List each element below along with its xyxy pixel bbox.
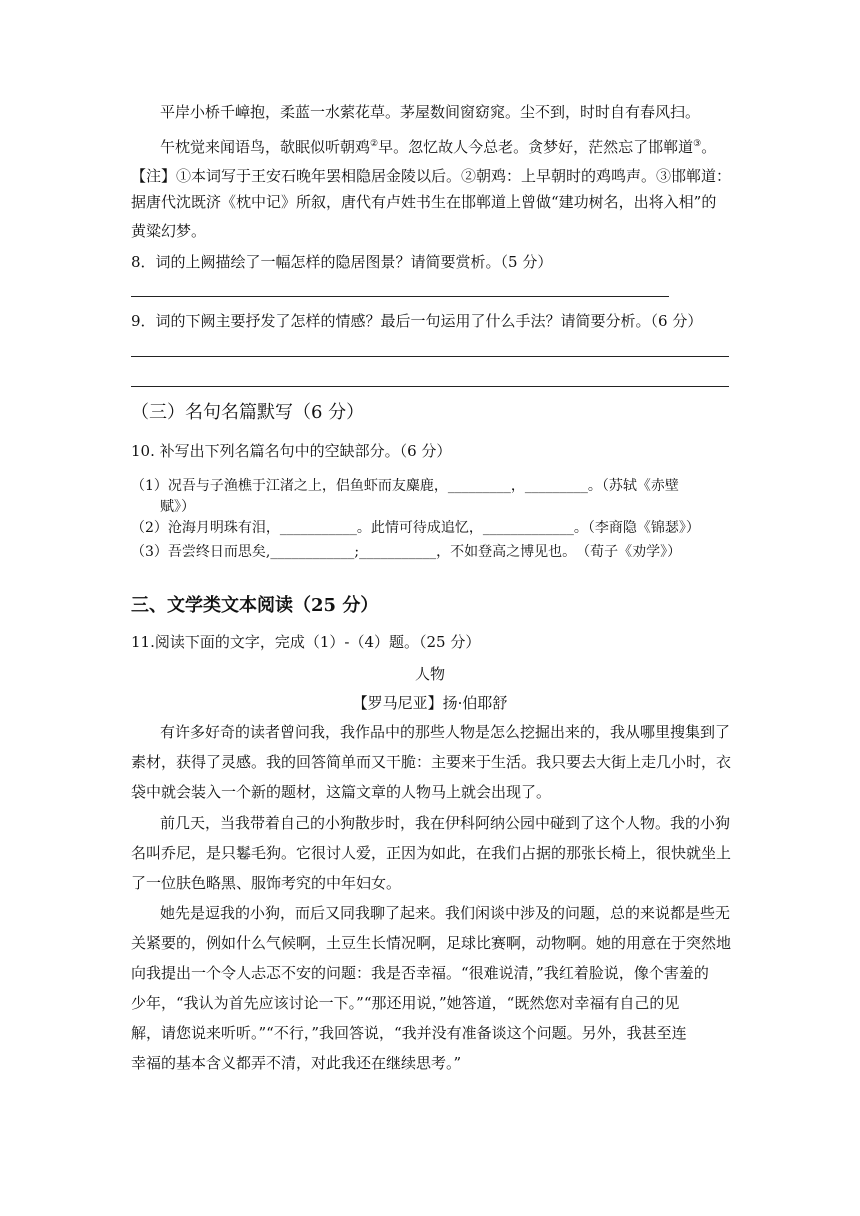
paragraph-3-line-4: 少年，“我认为首先应该讨论一下。”“那还用说，”她答道，“既然您对幸福有自己的见 (131, 994, 680, 1012)
article-title: 人物 (414, 665, 445, 683)
q10-item-3: （3）吾尝终日而思矣,____________;___________，不如登高之博见也。 （荀子《劝学》） (131, 544, 682, 560)
answer-line-q9-1[interactable] (131, 356, 729, 357)
article-author: 【罗马尼亚】扬·伯耶舒 (352, 694, 508, 712)
paragraph-1-line-3: 袋中就会装入一个新的题材，这篇文章的人物马上就会出现了。 (131, 783, 552, 801)
question-8: 8．词的上阙描绘了一幅怎样的隐居图景？请简要赏析。（5 分） (131, 253, 553, 271)
paragraph-3-line-1: 她先是逗我的小狗，而后又同我聊了起来。我们闲谈中涉及的问题，总的来说都是些无 (160, 904, 731, 922)
section-3-title: （三）名句名篇默写（6 分） (131, 402, 365, 423)
question-11: 11.阅读下面的文字，完成（1）-（4）题。（25 分） (131, 633, 481, 651)
q10-item-1: （1）况吾与子渔樵于江渚之上，侣鱼虾而友麋鹿，_________，_________。（苏轼《赤壁 (131, 478, 679, 494)
paragraph-1-line-2: 素材，获得了灵感。我的回答简单而又干脆：主要来于生活。我只要去大街上走几小时，衣 (131, 753, 732, 771)
question-9: 9．词的下阙主要抒发了怎样的情感？最后一句运用了什么手法？请简要分析。（6 分） (131, 312, 703, 330)
paragraph-2-line-3: 了一位肤色略黑、服饰考究的中年妇女。 (131, 874, 402, 892)
poem-line-2 (160, 134, 716, 157)
question-10: 10. 补写出下列名篇名句中的空缺部分。（6 分） (131, 442, 452, 460)
poem-line-2-part-a: 午枕觉来闻语鸟，欹眠似听朝鸡 (160, 138, 371, 156)
footnote-mark-3: ③ (693, 139, 702, 149)
part-3-title: 三、文学类文本阅读（25 分） (131, 595, 379, 616)
q10-item-1-cont: 赋》） (160, 499, 195, 515)
q10-item-2: （2）沧海月明珠有泪，___________。此情可待成追忆，_____________。（李商隐《锦瑟》） (131, 520, 700, 536)
paragraph-3-line-5: 解，请您说来听听。”“不行，”我回答说，“我并没有准备谈这个问题。另外，我甚至连 (131, 1024, 687, 1042)
paragraph-2-line-1: 前几天，当我带着自己的小狗散步时，我在伊科阿纳公园中碰到了这个人物。我的小狗 (160, 814, 731, 832)
note-line-2: 据唐代沈既济《枕中记》所叙，唐代有卢姓书生在邯郸道上曾做“建功树名，出将入相”的 (131, 193, 717, 211)
paragraph-1-line-1: 有许多好奇的读者曾问我，我作品中的那些人物是怎么挖掘出来的，我从哪里搜集到了 (160, 723, 731, 741)
poem-line-2-end: 。 (701, 138, 717, 156)
paragraph-2-line-2: 名叫乔尼，是只鬈毛狗。它很讨人爱，正因为如此，在我们占据的那张长椅上，很快就坐上 (131, 844, 732, 862)
poem-line-1: 平岸小桥千嶂抱，柔蓝一水萦花草。茅屋数间窗窈窕。尘不到，时时自有春风扫。 (160, 103, 701, 121)
answer-line-q8[interactable] (131, 296, 669, 297)
note-line-1: 【注】①本词写于王安石晚年罢相隐居金陵以后。②朝鸡：上早朝时的鸡鸣声。③邯郸道： (131, 167, 732, 185)
paragraph-3-line-6: 幸福的基本含义都弄不清，对此我还在继续思考。” (131, 1054, 462, 1072)
answer-line-q9-2[interactable] (131, 386, 729, 387)
paragraph-3-line-2: 关紧要的，例如什么气候啊，土豆生长情况啊，足球比赛啊，动物啊。她的用意在于突然地 (131, 934, 732, 952)
note-line-3: 黄粱幻梦。 (131, 222, 207, 240)
poem-line-2-part-b: 早。忽忆故人今总老。贪梦好，茫然忘了邯郸道 (378, 138, 694, 156)
footnote-mark-2: ② (370, 139, 379, 149)
paragraph-3-line-3: 向我提出一个令人忐忑不安的问题：我是否幸福。“很难说清，”我红着脸说，像个害羞的 (131, 964, 709, 982)
